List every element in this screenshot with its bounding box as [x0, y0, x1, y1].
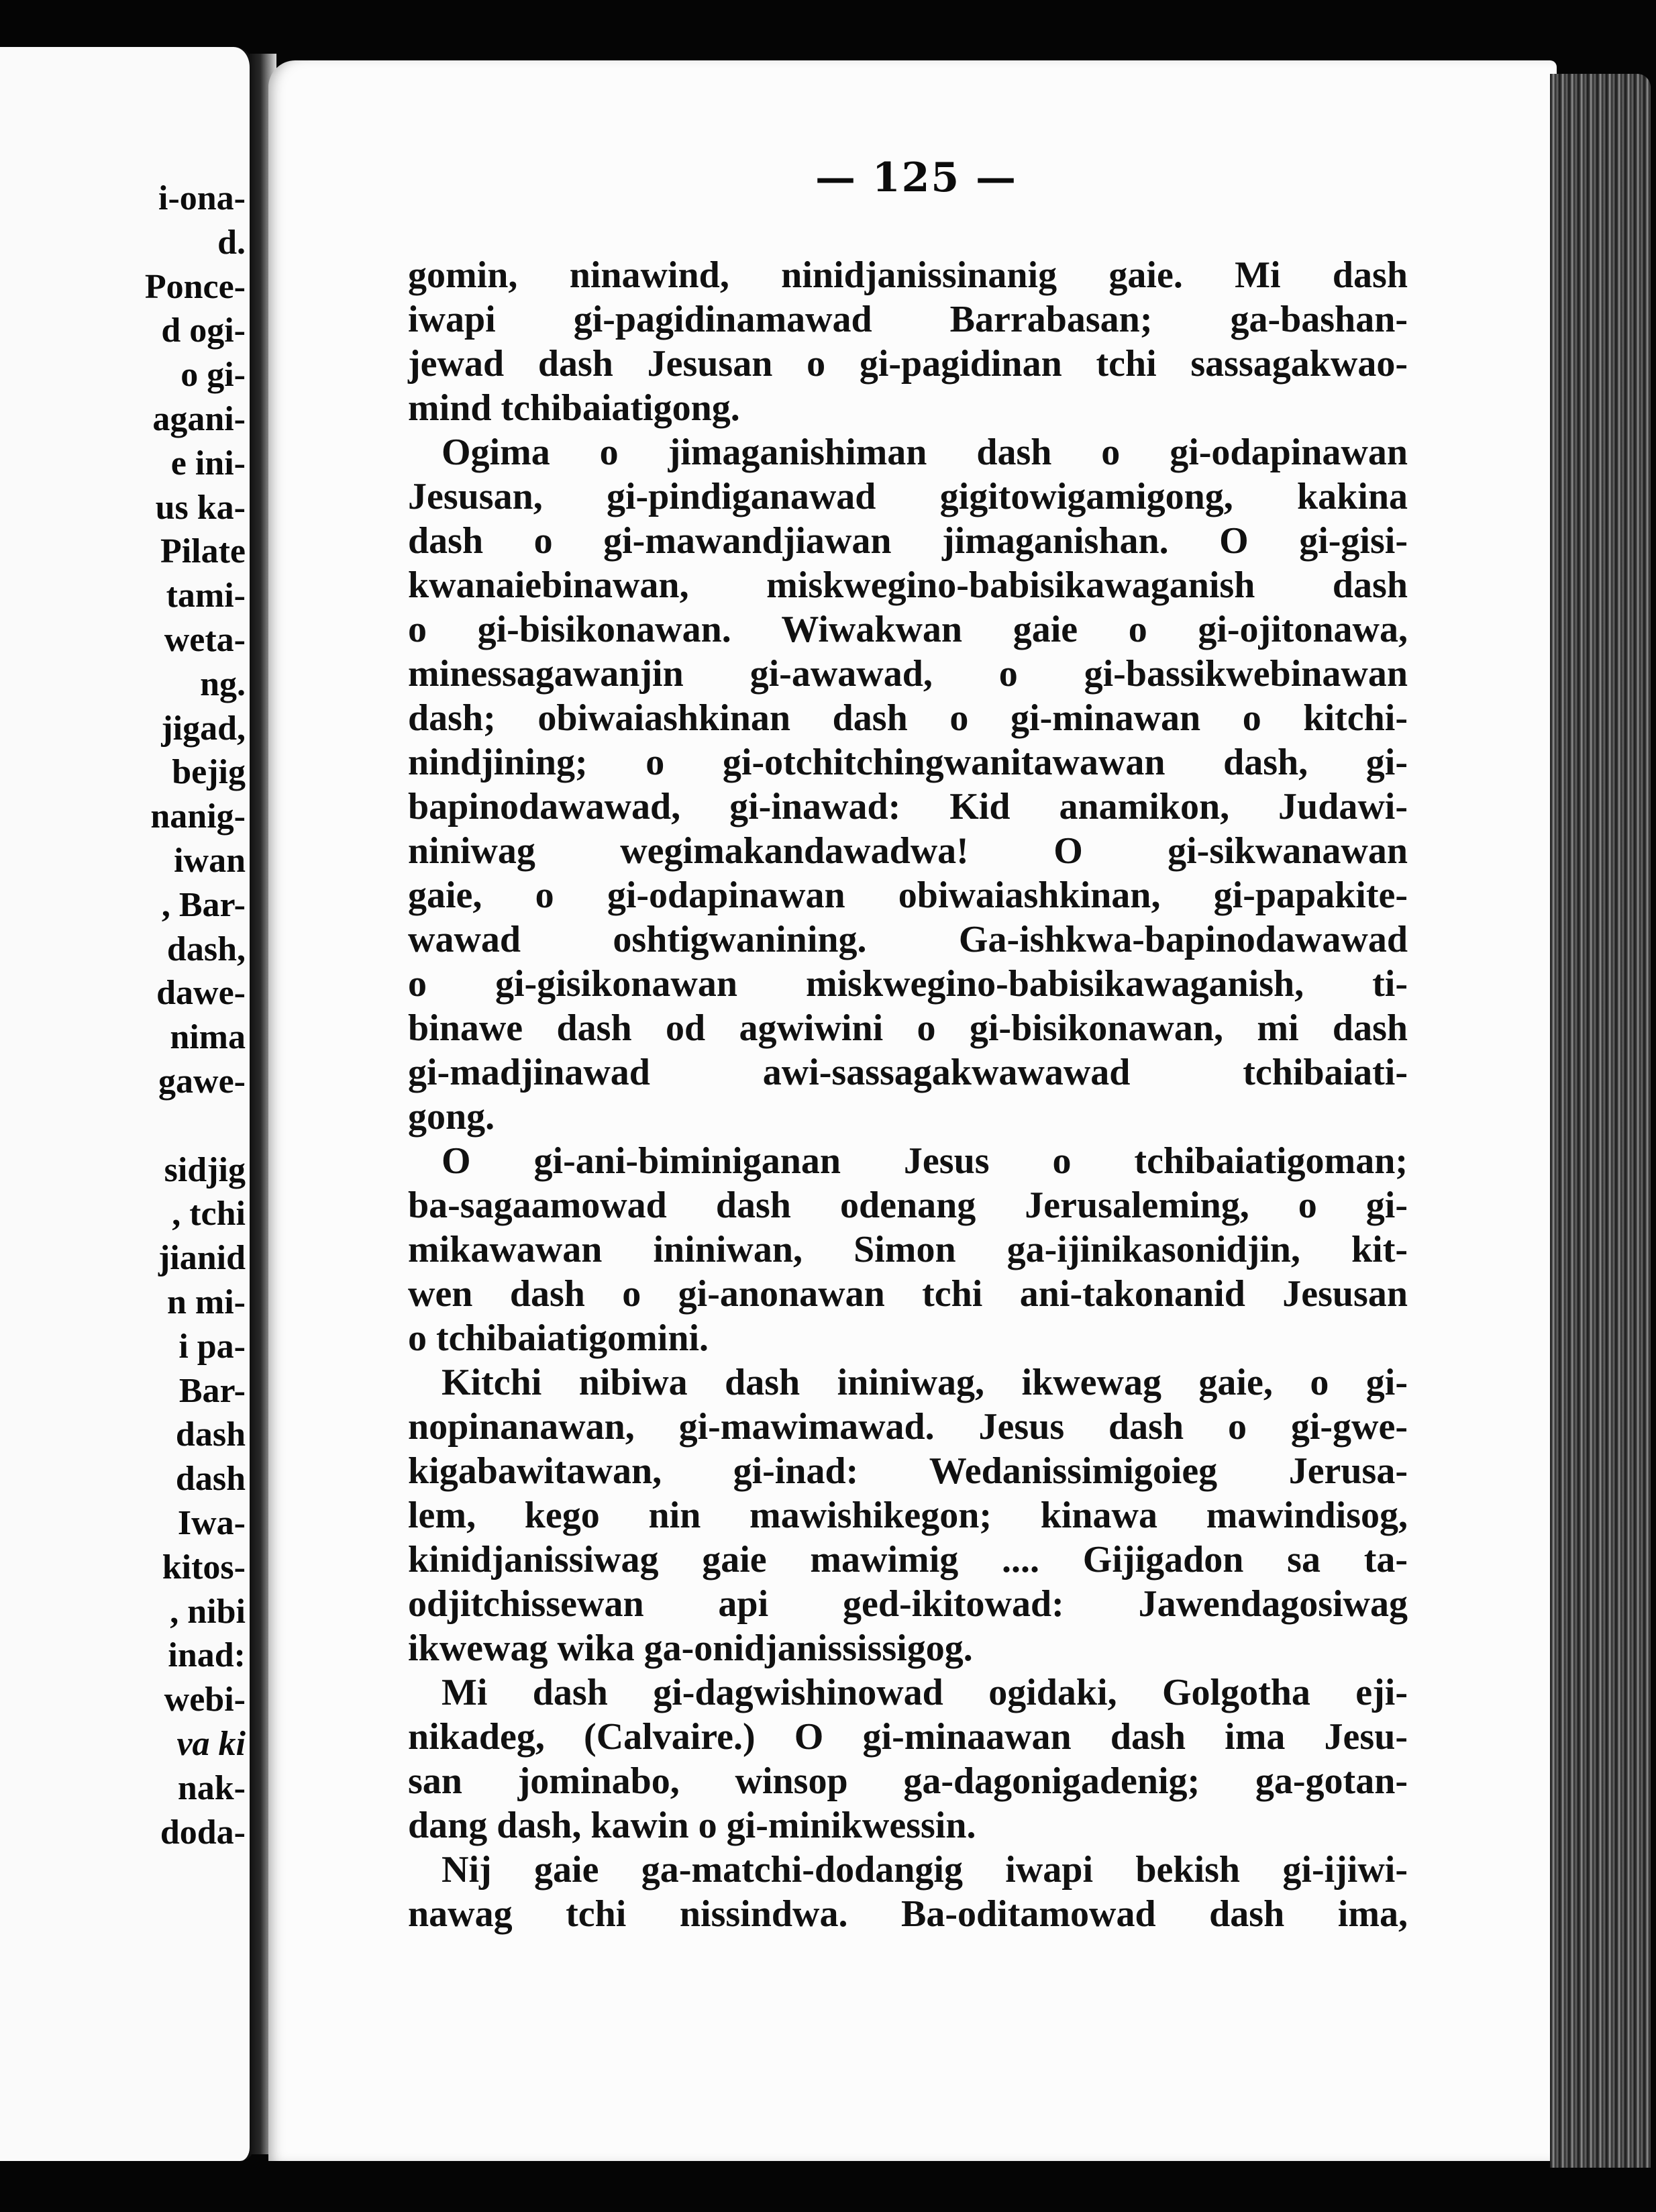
text-line: minessagawanjin gi-awawad, o gi-bassikwebinawan [408, 653, 1408, 695]
text-line: nindjining; o gi-otchitchingwanitawawan dash, gi- [408, 742, 1408, 783]
text-line: Nij gaie ga-matchi-dodangig iwapi bekish gi-ijiwi- [442, 1849, 1408, 1891]
text-line: Jesusan, gi-pindiganawad gigitowigamigong, kakina [408, 476, 1408, 517]
text-line: kwanaiebinawan, miskwegino-babisikawaganish dash [408, 564, 1408, 606]
text-line: odjitchissewan api ged-ikitowad: Jawendagosiwag [408, 1583, 1408, 1625]
page-number: — 125 — [815, 154, 1018, 201]
facing-page-fragment: Ponce- [144, 267, 246, 306]
facing-page-fragment: d ogi- [161, 311, 246, 350]
text-line: wen dash o gi-anonawan tchi ani-takonanid Jesusan [408, 1273, 1408, 1315]
text-line: o tchibaiatigomini. [408, 1317, 709, 1359]
facing-page-fragment: Pilate [160, 532, 246, 571]
text-line: san jominabo, winsop ga-dagonigadenig; ga-gotan- [408, 1760, 1408, 1802]
text-line: Ogima o jimaganishiman dash o gi-odapinawan [442, 432, 1408, 473]
facing-page-fragment: n mi- [167, 1283, 246, 1321]
facing-page-fragment: tami- [166, 576, 246, 615]
facing-page-fragment: o gi- [180, 356, 246, 395]
text-line: jewad dash Jesusan o gi-pagidinan tchi sassagakwao- [408, 343, 1408, 385]
facing-page-fragment: nima [170, 1018, 246, 1057]
text-line: dash; obiwaiashkinan dash o gi-minawan o kitchi- [408, 697, 1408, 739]
facing-page-fragment: dash [175, 1460, 246, 1499]
text-line: lem, kego nin mawishikegon; kinawa mawindisog, [408, 1495, 1408, 1536]
facing-page-fragment: weta- [164, 621, 246, 659]
facing-page-fragment: dawe- [156, 974, 246, 1013]
page-edges [1550, 74, 1651, 2168]
text-line: nikadeg, (Calvaire.) O gi-minaawan dash ima Jesu- [408, 1716, 1408, 1758]
text-line: Kitchi nibiwa dash ininiwag, ikwewag gaie, o gi- [442, 1362, 1408, 1403]
text-line: kigabawitawan, gi-inad: Wedanissimigoieg Jerusa- [408, 1450, 1408, 1492]
text-line: gong. [408, 1096, 495, 1138]
text-line: dash o gi-mawandjiawan jimaganishan. O gi-gisi- [408, 520, 1408, 562]
facing-page-fragment: kitos- [162, 1548, 246, 1587]
text-line: ba-sagaamowad dash odenang Jerusaleming, o gi- [408, 1185, 1408, 1226]
text-line: o gi-bisikonawan. Wiwakwan gaie o gi-ojitonawa, [408, 609, 1408, 650]
text-line: Mi dash gi-dagwishinowad ogidaki, Golgotha eji- [442, 1672, 1408, 1713]
facing-page-fragment: sidjig [164, 1150, 246, 1189]
facing-page-fragment: nanig- [150, 797, 246, 836]
facing-page-fragment: , Bar- [161, 885, 246, 924]
text-line: mind tchibaiatigong. [408, 387, 740, 429]
text-line: binawe dash od agwiwini o gi-bisikonawan, mi dash [408, 1007, 1408, 1049]
facing-page-fragment: inad: [168, 1636, 246, 1675]
text-line: nopinanawan, gi-mawimawad. Jesus dash o gi-gwe- [408, 1406, 1408, 1448]
facing-page-fragment: i-ona- [158, 179, 246, 217]
page-body-text [408, 253, 1408, 1936]
facing-page-fragment: ng. [200, 664, 246, 703]
facing-page [0, 47, 254, 2161]
text-line: nawag tchi nissindwa. Ba-oditamowad dash ima, [408, 1893, 1408, 1935]
text-line: niniwag wegimakandawadwa! O gi-sikwanawan [408, 830, 1408, 872]
facing-page-fragment: dash, [166, 929, 246, 968]
text-line: mikawawan ininiwan, Simon ga-ijinikasonidjin, kit- [408, 1229, 1408, 1270]
facing-page-fragment: jigad, [161, 709, 246, 748]
facing-page-fragment: bejig [172, 753, 246, 792]
facing-page-fragment: doda- [160, 1813, 246, 1852]
facing-page-fragment: va ki [176, 1725, 246, 1763]
facing-page-fragment: , nibi [170, 1592, 246, 1631]
facing-page-fragment: Bar- [178, 1371, 246, 1410]
facing-page-fragment: us ka- [155, 488, 246, 527]
facing-page-fragment: , tchi [172, 1195, 246, 1234]
text-line: ikwewag wika ga-onidjanississigog. [408, 1627, 973, 1669]
text-line: bapinodawawad, gi-inawad: Kid anamikon, Judawi- [408, 786, 1408, 827]
text-line: kinidjanissiwag gaie mawimig .... Gijigadon sa ta- [408, 1539, 1408, 1580]
facing-page-fragment: e ini- [170, 444, 246, 483]
facing-page-fragment: i pa- [178, 1327, 246, 1366]
facing-page-fragment: webi- [164, 1680, 246, 1719]
text-line: gomin, ninawind, ninidjanissinanig gaie. Mi dash [408, 254, 1408, 296]
facing-page-fragment: gawe- [158, 1062, 246, 1101]
facing-page-fragment: jianid [158, 1239, 246, 1278]
text-line: gi-madjinawad awi-sassagakwawawad tchibaiati- [408, 1052, 1408, 1093]
text-line: O gi-ani-biminiganan Jesus o tchibaiatigoman; [442, 1140, 1408, 1182]
text-line: dang dash, kawin o gi-minikwessin. [408, 1805, 976, 1846]
facing-page-fragment: nak- [177, 1768, 246, 1807]
facing-page-fragment: Iwa- [177, 1504, 246, 1542]
facing-page-fragment: iwan [174, 842, 246, 880]
facing-page-fragment: d. [217, 223, 246, 262]
text-line: gaie, o gi-odapinawan obiwaiashkinan, gi-papakite- [408, 874, 1408, 916]
facing-page-fragment: dash [175, 1415, 246, 1454]
text-line: wawad oshtigwanining. Ga-ishkwa-bapinodawawad [408, 919, 1408, 960]
text-line: o gi-gisikonawan miskwegino-babisikawaganish, ti- [408, 963, 1408, 1005]
facing-page-fragment: agani- [152, 400, 246, 438]
text-line: iwapi gi-pagidinamawad Barrabasan; ga-bashan- [408, 299, 1408, 340]
